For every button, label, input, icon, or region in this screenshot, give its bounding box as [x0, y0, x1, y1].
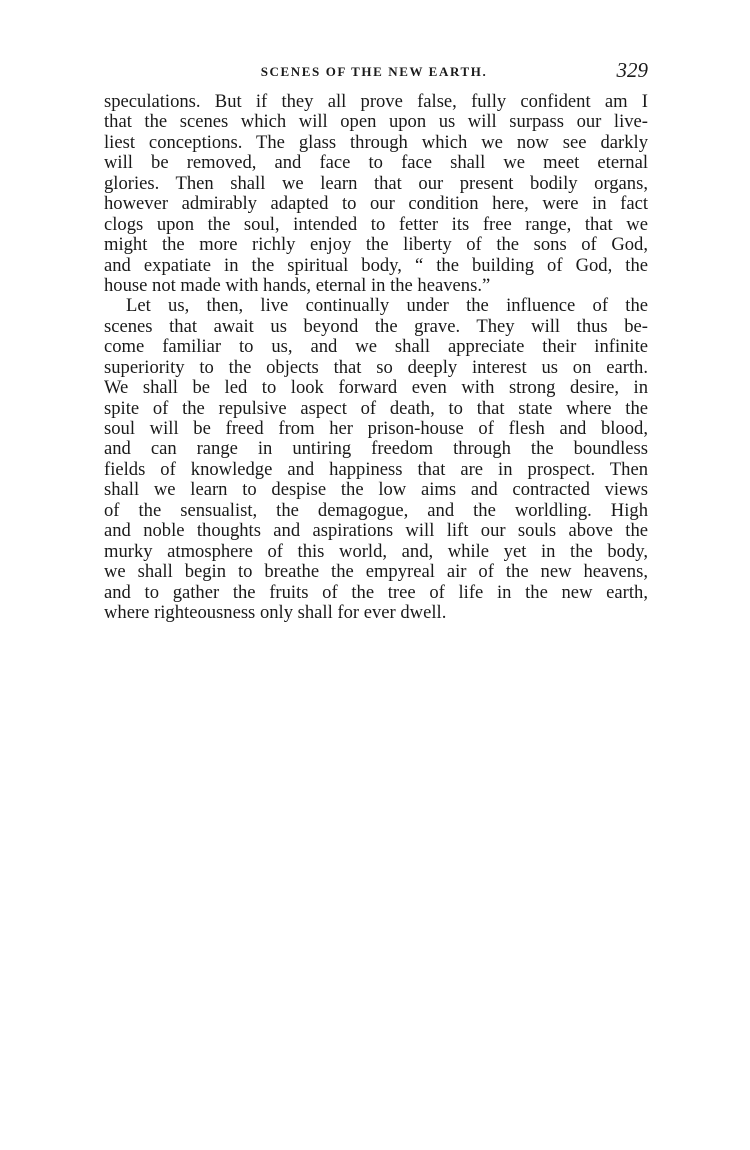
text-line: come familiar to us, and we shall appreciate their infinite — [104, 336, 648, 358]
text-line: will be removed, and face to face shall we meet eternal — [104, 152, 648, 174]
text-line: and can range in untiring freedom through the boundless — [104, 438, 648, 460]
text-line: of the sensualist, the demagogue, and the worldling. High — [104, 499, 648, 521]
text-line: soul will be freed from her prison-house of flesh and blood, — [104, 418, 648, 439]
text-line: house not made with hands, eternal in the heavens.” — [104, 274, 491, 296]
text-line: murky atmosphere of this world, and, while yet in the body, — [104, 540, 648, 562]
text-line: superiority to the objects that so deeply interest us on earth. — [104, 356, 648, 378]
text-line: however admirably adapted to our condition here, were in fact — [104, 193, 648, 215]
text-line: speculations. But if they all prove false, fully confident am I — [104, 91, 648, 112]
paragraph-1 — [104, 92, 648, 296]
running-title: SCENES OF THE NEW EARTH. — [260, 64, 488, 79]
text-line: shall we learn to despise the low aims and contracted views — [104, 479, 648, 501]
page-number: 329 — [616, 58, 648, 82]
text-line: We shall be led to look forward even with strong desire, in — [104, 377, 648, 399]
running-head — [100, 58, 648, 88]
text-line: and to gather the fruits of the tree of life in the new earth, — [104, 581, 648, 603]
text-line: clogs upon the soul, intended to fetter its free range, that we — [104, 213, 648, 235]
text-line: and expatiate in the spiritual body, “ the building of God, the — [104, 254, 648, 276]
text-line: that the scenes which will open upon us will surpass our live- — [104, 111, 648, 133]
text-line: might the more richly enjoy the liberty of the sons of God, — [104, 234, 648, 256]
paragraph-2 — [104, 296, 648, 623]
text-line: scenes that await us beyond the grave. They will thus be- — [104, 315, 648, 337]
text-line: liest conceptions. The glass through which we now see darkly — [104, 131, 648, 153]
text-line: fields of knowledge and happiness that are in prospect. Then — [104, 458, 648, 480]
body-text — [104, 92, 648, 623]
text-line: glories. Then shall we learn that our present bodily organs, — [104, 172, 648, 194]
text-line: where righteousness only shall for ever dwell. — [104, 601, 447, 623]
text-line: we shall begin to breathe the empyreal air of the new heavens, — [104, 561, 648, 583]
text-line: spite of the repulsive aspect of death, to that state where the — [104, 397, 648, 419]
text-line: Let us, then, live continually under the influence of the — [126, 295, 648, 317]
text-line: and noble thoughts and aspirations will lift our souls above the — [104, 520, 648, 542]
